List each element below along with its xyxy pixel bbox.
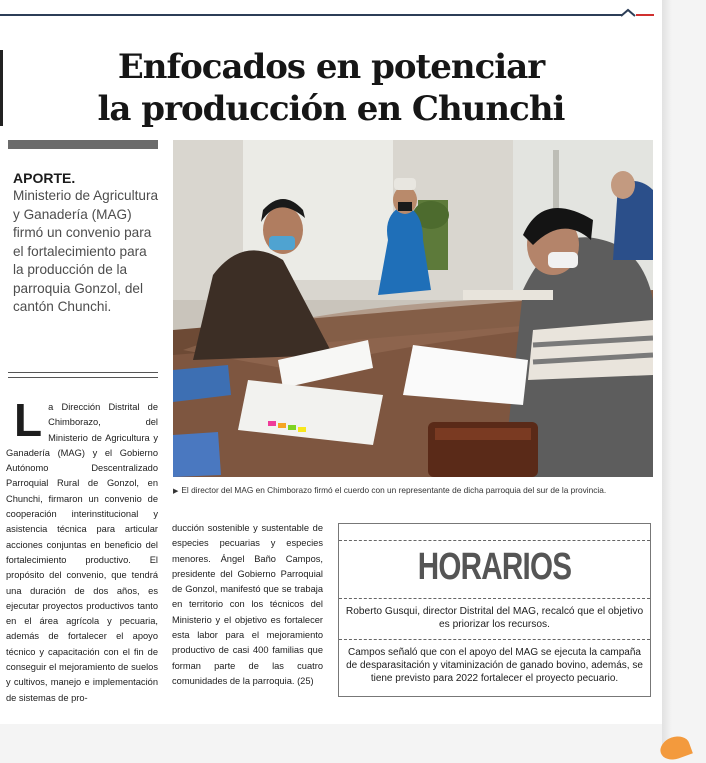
top-rule	[0, 14, 622, 16]
left-margin-bar	[0, 50, 3, 126]
drop-cap: L	[14, 394, 43, 446]
photo-caption-row	[173, 484, 651, 498]
aporte-top-bar	[8, 140, 158, 149]
body-column-2: ducción sostenible y sustentable de especies pecuarias y especies menores. Ángel Baño Campos, presidente del Gobierno Parroquial de Gonzol, manifestó que se trabaja en territorio con los técnicos del Ministerio y el objetivo es fortalecer esta labor para el mejoramiento productivo de casi 400 familias que forman parte de las cuatro comunidades de la parroquia. (25)	[172, 523, 323, 686]
body-column-1-text: a Dirección Distrital de Chimborazo, del Ministerio de Agricultura y Ganadería (MAG) y el Gobierno Autónomo Descentralizado Parroquial Rural de Gonzol, en Chunchi, firmaron un convenio de cooperación interinstitucional y asistencia técnica para articular acciones conjuntas en beneficio del fortalecimiento productivo. El propósito del convenio, que tendrá una duración de dos años, es ejecutar proyectos productivos tanto en el área agrícola y pecuaria, además de fortalecer el apoyo técnico y capacitación con el fin de conseguir el mejoramiento de suelos y cultivos, manejo e implementación de sistemas de pro-	[6, 402, 158, 703]
news-photo	[173, 140, 653, 477]
caret-right-icon: ▶	[173, 488, 179, 495]
box-divider	[339, 639, 650, 640]
headline-line-2: la producción en Chunchi	[97, 89, 565, 129]
horarios-box	[338, 523, 651, 697]
top-accent-rule	[636, 14, 654, 16]
aporte-text: Ministerio de Agricultura y Ganadería (MAG) firmó un convenio para el fortalecimiento para la producción de la parroquia Gonzol, del cantón Chunchi.	[13, 188, 159, 314]
aporte-kicker: APORTE.	[13, 170, 76, 186]
box-title: HORARIOS	[417, 546, 572, 588]
box-divider	[339, 540, 650, 541]
chevron-up-icon	[620, 8, 636, 20]
body-column-1	[6, 394, 158, 706]
box-paragraph-2: Campos señaló que con el apoyo del MAG se ejecuta la campaña de desparasitación y vitaminización de ganado bovino, además, se tiene previsto para 2022 fortalecer el proyecto pecuario.	[346, 647, 643, 684]
box-divider	[339, 598, 650, 599]
aporte-pullout	[13, 170, 159, 317]
page-edge-shadow	[662, 0, 672, 754]
box-paragraph-1: Roberto Gusqui, director Distrital del MAG, recalcó que el objetivo es priorizar los recursos.	[345, 606, 644, 630]
headline-line-1: Enfocados en potenciar	[117, 47, 545, 87]
headline	[60, 46, 602, 130]
photo-caption: El director del MAG en Chimborazo firmó el cuerdo con un representante de dicha parroquia del sur de la provincia.	[181, 485, 607, 495]
aporte-bottom-rule	[8, 372, 158, 378]
